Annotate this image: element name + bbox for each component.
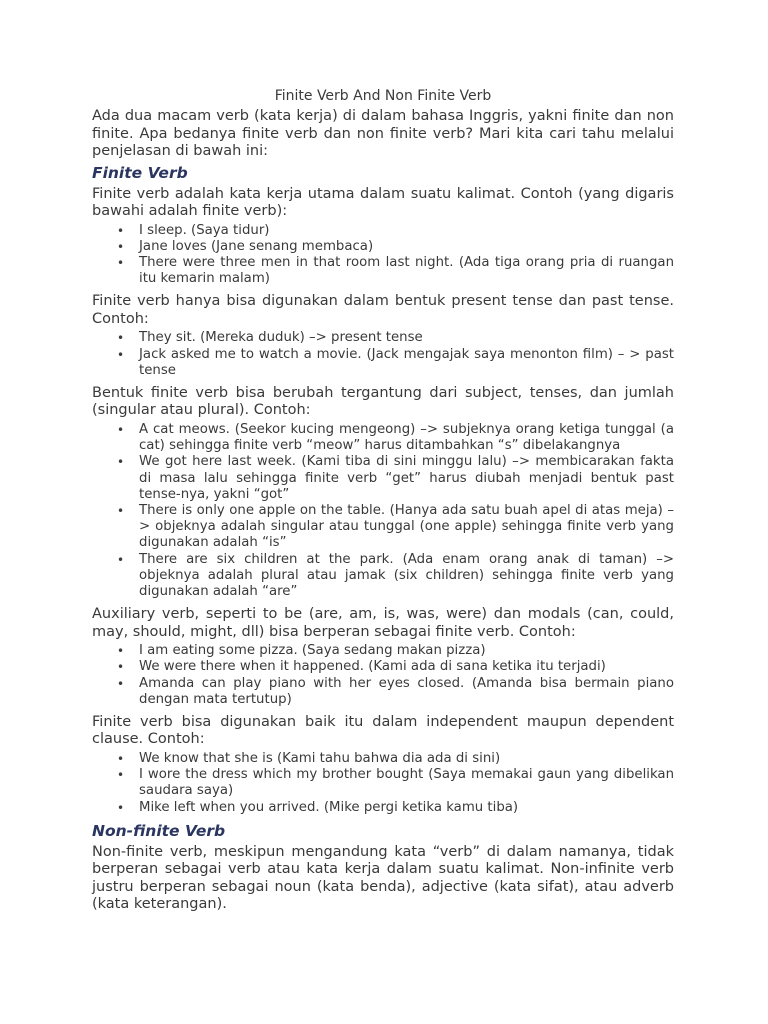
- list-item: • Amanda can play piano with her eyes closed. (Amanda bisa bermain piano dengan mata tertutup): [139, 676, 674, 708]
- finite-definition-paragraph: Finite verb adalah kata kerja utama dalam suatu kalimat. Contoh (yang digaris bawahi adalah finite verb):: [92, 185, 674, 219]
- heading-non-finite-verb: Non-finite Verb: [92, 821, 226, 840]
- change-examples-list: [92, 422, 674, 600]
- heading-finite-verb: Finite Verb: [92, 163, 188, 182]
- list-item: • We were there when it happened. (Kami ada di sana ketika itu terjadi): [139, 659, 674, 675]
- change-paragraph: Bentuk finite verb bisa berubah tergantung dari subject, tenses, dan jumlah (singular atau plural). Contoh:: [92, 384, 674, 419]
- tense-paragraph: Finite verb hanya bisa digunakan dalam bentuk present tense dan past tense. Contoh:: [92, 293, 674, 327]
- list-item: • There are six children at the park. (Ada enam orang anak di taman) –> objeknya adalah plural atau jamak (six children) sehingga finite verb yang digunakan adalah “are”: [139, 552, 674, 601]
- list-item: • Jack asked me to watch a movie. (Jack mengajak saya menonton film) – > past tense: [139, 347, 674, 379]
- non-finite-paragraph: Non-finite verb, meskipun mengandung kata “verb” di dalam namanya, tidak berperan sebagai verb atau kata kerja dalam suatu kalimat. Non-infinite verb justru berperan sebagai noun (kata benda), adjective (kata sifat), atau adverb (kata keterangan).: [92, 843, 674, 913]
- list-item: • We know that she is (Kami tahu bahwa dia ada di sini): [139, 751, 674, 767]
- list-item: • We got here last week. (Kami tiba di sini minggu lalu) –> membicarakan fakta di masa lalu sehingga finite verb “get” harus diubah menjadi bentuk past tense-nya, yakni “got”: [139, 454, 674, 503]
- auxiliary-examples-list: [92, 643, 674, 708]
- list-item: • A cat meows. (Seekor kucing mengeong) –> subjeknya orang ketiga tunggal (a cat) sehingga finite verb “meow” harus ditambahkan “s” dibelakangnya: [139, 422, 674, 454]
- list-item: • They sit. (Mereka duduk) –> present tense: [139, 330, 674, 346]
- list-item: • I am eating some pizza. (Saya sedang makan pizza): [139, 643, 674, 659]
- list-item: • I sleep. (Saya tidur): [139, 223, 674, 239]
- clause-paragraph: Finite verb bisa digunakan baik itu dalam independent maupun dependent clause. Contoh:: [92, 713, 674, 748]
- tense-examples-list: [92, 330, 674, 379]
- document-body: [92, 88, 674, 916]
- list-item: • Jane loves (Jane senang membaca): [139, 239, 674, 255]
- intro-paragraph: Ada dua macam verb (kata kerja) di dalam bahasa Inggris, yakni finite dan non finite. Apa bedanya finite verb dan non finite verb? Mari kita cari tahu melalui penjelasan di bawah ini:: [92, 108, 674, 159]
- auxiliary-paragraph: Auxiliary verb, seperti to be (are, am, is, was, were) dan modals (can, could, may, should, might, dll) bisa berperan sebagai finite verb. Contoh:: [92, 606, 674, 640]
- page-title: Finite Verb And Non Finite Verb: [274, 88, 492, 104]
- finite-examples-list: [92, 223, 674, 288]
- list-item: • There were three men in that room last night. (Ada tiga orang pria di ruangan itu kemarin malam): [139, 255, 674, 287]
- list-item: • Mike left when you arrived. (Mike pergi ketika kamu tiba): [139, 800, 674, 816]
- list-item: • There is only one apple on the table. (Hanya ada satu buah apel di atas meja) –> objeknya adalah singular atau tunggal (one apple) sehingga finite verb yang digunakan adalah “is”: [139, 503, 674, 552]
- list-item: • I wore the dress which my brother bought (Saya memakai gaun yang dibelikan saudara saya): [139, 767, 674, 799]
- clause-examples-list: [92, 751, 674, 816]
